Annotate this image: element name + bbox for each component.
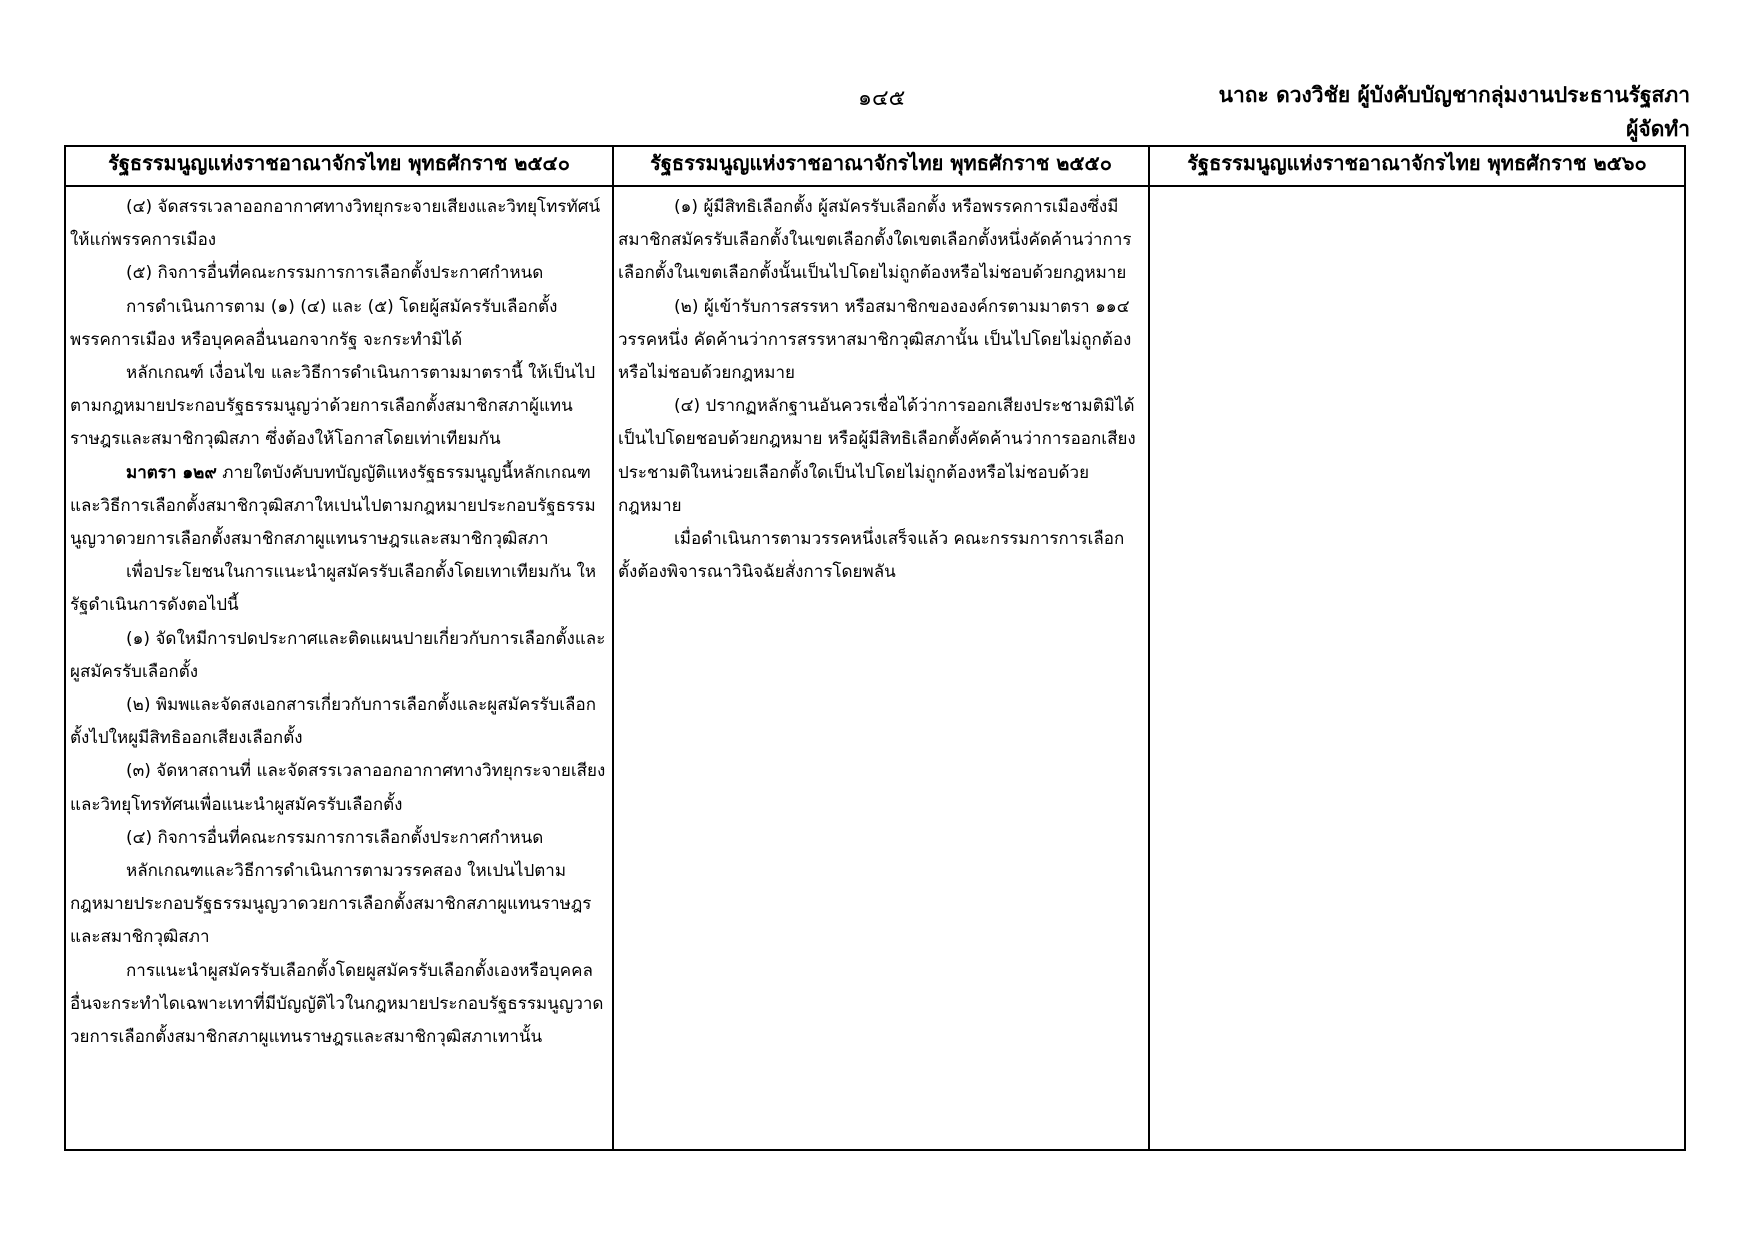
paragraph-text: (๒) พิมพและจัดสงเอกสารเกี่ยวกับการเลือกตั้งและผูสมัครรับเลือกตั้งไปใหผูมีสิทธิออกเสียงเลือกตั้ง [70, 695, 596, 749]
paragraph-text: เพื่อประโยชนในการแนะนำผูสมัครรับเลือกตั้งโดยเทาเทียมกัน ใหรัฐดำเนินการดังตอไปนี้ [70, 562, 597, 616]
column-body-2560 [1149, 186, 1685, 1150]
paragraph-text: การดำเนินการตาม (๑) (๔) และ (๕) โดยผู้สมัครรับเลือกตั้ง พรรคการเมือง หรือบุคคลอื่นนอกจากรัฐ จะกระทำมิได้ [70, 296, 558, 350]
section-paragraph [618, 291, 1142, 391]
paragraph-text: การแนะนำผูสมัครรับเลือกตั้งโดยผูสมัครรับเลือกตั้งเองหรือบุคคลอื่นจะกระทำไดเฉพาะเทาที่มีบัญญัติไวในกฎหมายประกอบรัฐธรรมนูญวาดวยการเลือกตั้งสมาชิกสภาผูแทนราษฎรและสมาชิกวุฒิสภาเทานั้น [70, 960, 604, 1048]
section-paragraph [70, 191, 606, 257]
paragraph-text: เมื่อดำเนินการตามวรรคหนึ่งเสร็จแล้ว คณะกรรมการการเลือกตั้งต้องพิจารณาวินิจฉัยสั่งการโดยพลัน [618, 529, 1125, 583]
section-paragraph [70, 822, 606, 855]
section-label: มาตรา ๑๒๙ [126, 462, 217, 483]
paragraph-text: (๑) จัดใหมีการปดประกาศและติดแผนปายเกี่ยวกับการเลือกตั้งและผูสมัครรับเลือกตั้ง [70, 628, 606, 682]
column-header-2540: รัฐธรรมนูญแห่งราชอาณาจักรไทย พุทธศักราช ๒๕๔๐ [65, 146, 613, 186]
paragraph-text: หลักเกณฑและวิธีการดำเนินการตามวรรคสอง ใหเปนไปตามกฎหมายประกอบรัฐธรรมนูญวาดวยการเลือกตั้งสมาชิกสภาผูแทนราษฎรและสมาชิกวุฒิสภา [70, 861, 592, 948]
section-paragraph [618, 523, 1142, 589]
section-paragraph [70, 291, 606, 357]
section-paragraph [70, 855, 606, 955]
paragraph-text: หลักเกณฑ์ เงื่อนไข และวิธีการดำเนินการตามมาตรานี้ ให้เป็นไปตามกฎหมายประกอบรัฐธรรมนูญว่าด้วยการเลือกตั้งสมาชิกสภาผู้แทนราษฎรและสมาชิกวุฒิสภา ซึ่งต้องให้โอกาสโดยเท่าเทียมกัน [70, 363, 596, 450]
section-paragraph [618, 191, 1142, 291]
paragraph-text: (๓) จัดหาสถานที่ และจัดสรรเวลาออกอากาศทางวิทยุกระจายเสียงและวิทยุโทรทัศนเพื่อแนะนำผูสมัครรับเลือกตั้ง [70, 761, 606, 815]
column-body-2550 [613, 186, 1149, 1150]
paragraph-text: (๔) กิจการอื่นที่คณะกรรมการการเลือกตั้งประกาศกำหนด [126, 827, 544, 848]
column-header-2550: รัฐธรรมนูญแห่งราชอาณาจักรไทย พุทธศักราช ๒๕๕๐ [613, 146, 1149, 186]
column-body-2540 [65, 186, 613, 1150]
section-paragraph [618, 390, 1142, 523]
section-paragraph [70, 755, 606, 821]
column-header-2560: รัฐธรรมนูญแห่งราชอาณาจักรไทย พุทธศักราช ๒๕๖๐ [1149, 146, 1685, 186]
author-role: ผู้จัดทำ [1626, 117, 1690, 141]
section-paragraph [70, 689, 606, 755]
section-paragraph [70, 623, 606, 689]
section-paragraph [70, 955, 606, 1055]
section-paragraph [70, 556, 606, 622]
paragraph-text: (๔) ปรากฏหลักฐานอันควรเชื่อได้ว่าการออกเสียงประชามติมิได้เป็นไปโดยชอบด้วยกฎหมาย หรือผู้มีสิทธิเลือกตั้งคัดค้านว่าการออกเสียงประชามติในหน่วยเลือกตั้งใดเป็นไปโดยไม่ถูกต้องหรือไม่ชอบด้วยกฎหมาย [618, 396, 1136, 516]
paragraph-text: (๕) กิจการอื่นที่คณะกรรมการการเลือกตั้งประกาศกำหนด [126, 263, 544, 284]
section-paragraph [70, 357, 606, 457]
author-name-title: นาถะ ดวงวิชัย ผู้บังคับบัญชากลุ่มงานประธานรัฐสภา [1218, 83, 1690, 107]
page-number: ๑๔๕ [858, 86, 906, 111]
section-paragraph [70, 257, 606, 290]
paragraph-text: (๒) ผู้เข้ารับการสรรหา หรือสมาชิกขององค์กรตามมาตรา ๑๑๔ วรรคหนึ่ง คัดค้านว่าการสรรหาสมาชิกวุฒิสภานั้น เป็นไปโดยไม่ถูกต้องหรือไม่ชอบด้วยกฎหมาย [618, 296, 1132, 384]
table-body-row [65, 186, 1685, 1150]
paragraph-text: (๑) ผู้มีสิทธิเลือกตั้ง ผู้สมัครรับเลือกตั้ง หรือพรรคการเมืองซึ่งมีสมาชิกสมัครรับเลือกตั้งในเขตเลือกตั้งใดเขตเลือกตั้งหนึ่งคัดค้านว่าการเลือกตั้งในเขตเลือกตั้งนั้นเป็นไปโดยไม่ถูกต้องหรือไม่ชอบด้วยกฎหมาย [618, 197, 1132, 284]
comparison-table [64, 145, 1686, 1151]
table-header-row [65, 146, 1685, 186]
paragraph-text: (๔) จัดสรรเวลาออกอากาศทางวิทยุกระจายเสียงและวิทยุโทรทัศน์ให้แก่พรรคการเมือง [70, 197, 601, 251]
author-block [1219, 78, 1690, 146]
paragraph-text: ภายใตบังคับบทบัญญัติแหงรัฐธรรมนูญนี้หลักเกณฑและวิธีการเลือกตั้งสมาชิกวุฒิสภาใหเปนไปตามกฎหมายประกอบรัฐธรรมนูญวาดวยการเลือกตั้งสมาชิกสภาผูแทนราษฎรและสมาชิกวุฒิสภา [70, 462, 596, 550]
section-paragraph [70, 457, 606, 557]
